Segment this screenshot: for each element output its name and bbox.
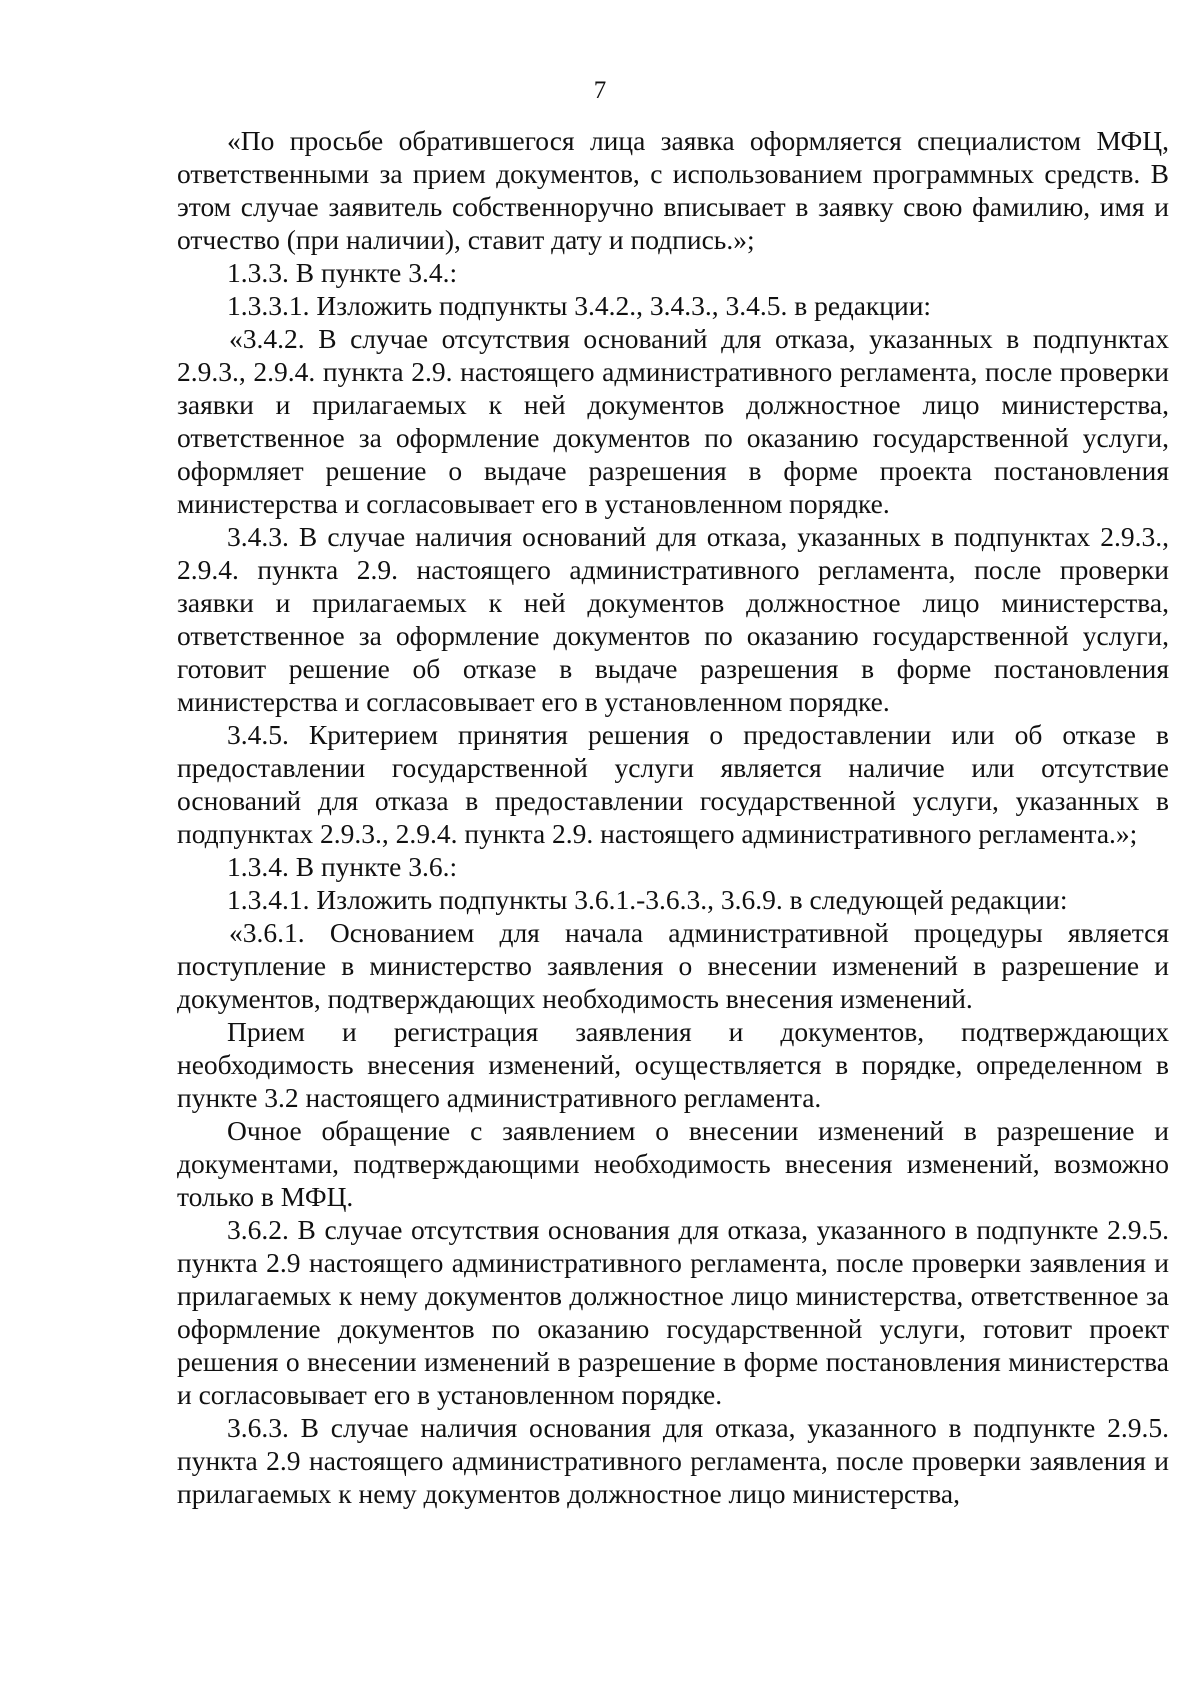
paragraph-1-3-4-1: 1.3.4.1. Изложить подпункты 3.6.1.-3.6.3., 3.6.9. в следующей редакции: [227, 884, 1068, 915]
paragraph-1-3-3: 1.3.3. В пункте 3.4.: [227, 257, 458, 288]
document-body [177, 124, 1169, 1510]
paragraph-3-6-1: «3.6.1. Основанием для начала административной процедуры является поступление в министерство заявления о внесении изменений в разрешение и документов, подтверждающих необходимость внесения изменений. [177, 917, 1169, 1014]
paragraph-1-3-4: 1.3.4. В пункте 3.6.: [227, 851, 458, 882]
paragraph-3-4-5: 3.4.5. Критерием принятия решения о предоставлении или об отказе в предоставлении государственной услуги является наличие или отсутствие оснований для отказа в предоставлении государственной услуги, указанных в подпунктах 2.9.3., 2.9.4. пункта 2.9. настоящего административного регламента.»; [177, 719, 1169, 849]
paragraph-reception-registration: Прием и регистрация заявления и документов, подтверждающих необходимость внесения изменений, осуществляется в порядке, определенном в пункте 3.2 настоящего административного регламента. [177, 1016, 1169, 1113]
paragraph-3-6-3: 3.6.3. В случае наличия основания для отказа, указанного в подпункте 2.9.5. пункта 2.9 настоящего административного регламента, после проверки заявления и прилагаемых к нему документов должностное лицо министерства, [177, 1412, 1169, 1509]
paragraph-in-person-appeal: Очное обращение с заявлением о внесении изменений в разрешение и документами, подтверждающими необходимость внесения изменений, возможно только в МФЦ. [177, 1115, 1169, 1212]
paragraph-3-4-2: «3.4.2. В случае отсутствия оснований для отказа, указанных в подпунктах 2.9.3., 2.9.4. пункта 2.9. настоящего административного регламента, после проверки заявки и прилагаемых к ней документов должностное лицо министерства, ответственное за оформление документов по оказанию государственной услуги, оформляет решение о выдаче разрешения в форме проекта постановления министерства и согласовывает его в установленном порядке. [177, 323, 1169, 519]
paragraph-1-3-3-1: 1.3.3.1. Изложить подпункты 3.4.2., 3.4.3., 3.4.5. в редакции: [227, 290, 932, 321]
page-number: 7 [593, 77, 607, 104]
paragraph-mfc-application: «По просьбе обратившегося лица заявка оформляется специалистом МФЦ, ответственными за прием документов, с использованием программных средств. В этом случае заявитель собственноручно вписывает в заявку свою фамилию, имя и отчество (при наличии), ставит дату и подпись.»; [177, 125, 1169, 255]
paragraph-3-6-2: 3.6.2. В случае отсутствия основания для отказа, указанного в подпункте 2.9.5. пункта 2.9 настоящего административного регламента, после проверки заявления и прилагаемых к нему документов должностное лицо министерства, ответственное за оформление документов по оказанию государственной услуги, готовит проект решения о внесении изменений в разрешение в форме постановления министерства и согласовывает его в установленном порядке. [177, 1214, 1169, 1410]
paragraph-3-4-3: 3.4.3. В случае наличия оснований для отказа, указанных в подпунктах 2.9.3., 2.9.4. пункта 2.9. настоящего административного регламента, после проверки заявки и прилагаемых к ней документов должностное лицо министерства, ответственное за оформление документов по оказанию государственной услуги, готовит решение об отказе в выдаче разрешения в форме постановления министерства и согласовывает его в установленном порядке. [177, 521, 1169, 717]
